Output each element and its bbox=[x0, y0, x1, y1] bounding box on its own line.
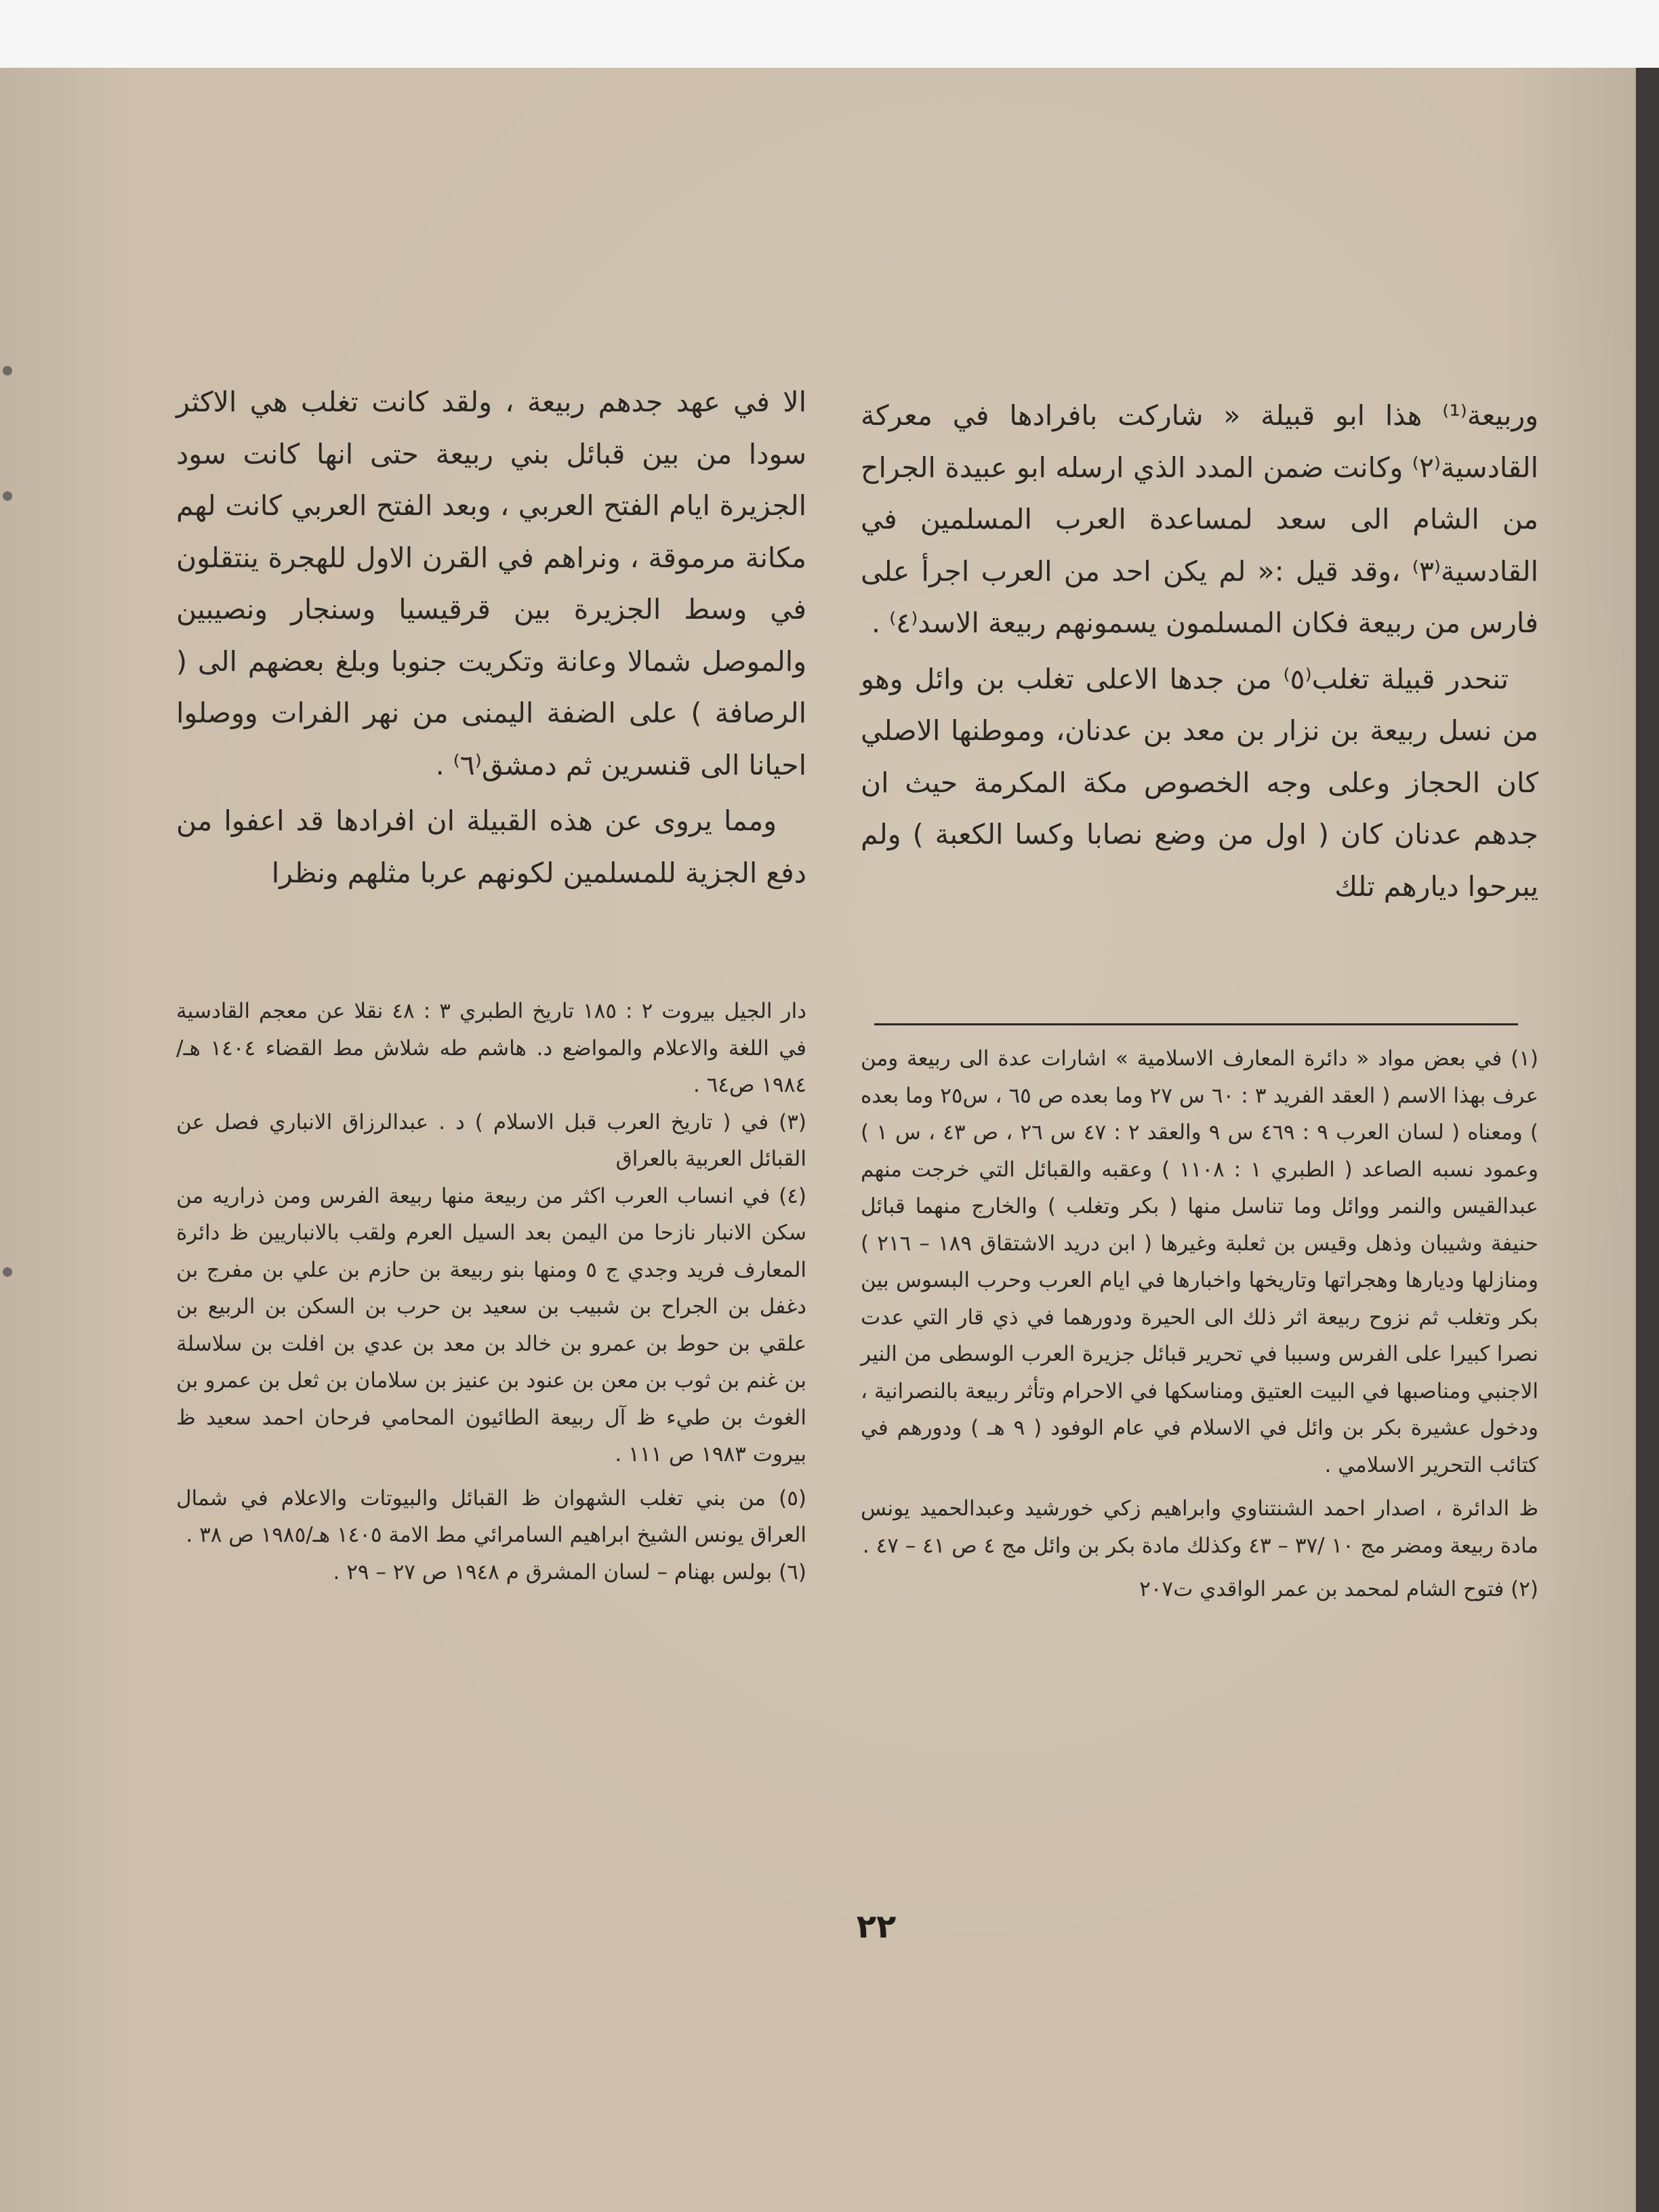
footnote: (٦) بولس بهنام – لسان المشرق م ١٩٤٨ ص ٢٧ – ٢٩ . bbox=[333, 1559, 806, 1584]
scan-top-margin bbox=[0, 0, 1659, 68]
binding-hole bbox=[3, 366, 12, 375]
footnote: دار الجيل بيروت ٢ : ١٨٥ تاريخ الطبري ٣ : ٤٨ نقلا عن معجم القادسية في اللغة والاعلام والمواضع د. هاشم طه شلاش مط القضاء ١٤٠٤ هـ/١٩٨٤ ص٦٤ . bbox=[176, 999, 806, 1097]
footnote: (٢) فتوح الشام لمحمد بن عمر الواقدي ت٢٠٧ bbox=[1139, 1577, 1538, 1601]
binding-hole bbox=[3, 491, 12, 501]
left-column-body bbox=[176, 376, 806, 899]
left-column-footnotes bbox=[176, 993, 806, 1591]
footnote: (٤) في انساب العرب اكثر من ربيعة منها ربيعة الفرس ومن ذراريه من سكن الانبار نازحا من اليمن بعد السيل العرم ولقب بالانباريين ظ دائرة المعارف فريد وجدي ج ٥ ومنها بنو ربيعة بن حازم بن علي بن مفرج بن دغفل بن الجراح بن شبيب بن سعيد بن حرب بن السكن بن الربيع بن علقي بن حوط بن عمرو بن خالد بن معد بن عدي بن افلت بن سلاسلة بن غنم بن ثوب بن معن بن عنود بن عنيز بن سلامان بن ثعل بن عمرو بن الغوث بن طيء ظ آل ربيعة الطائيون المحامي فرحان احمد سعيد ظ بيروت ١٩٨٣ ص ١١١ . bbox=[176, 1183, 807, 1467]
footnote: (١) في بعض مواد « دائرة المعارف الاسلامية » اشارات عدة الى ربيعة ومن عرف بهذا الاسم ( العقد الفريد ٣ : ٦٠ س ٢٧ وما بعده ص ٦٥ ، س٢٥ وما بعده ) ومعناه ( لسان العرب ٩ : ٤٦٩ س ٩ والعقد ٢ : ٤٧ س ٢٦ ، ص ٤٣ ، س ١ ) وعمود نسبه الصاعد ( الطبري ١ : ١١٠٨ ) وعقبه والقبائل التي خرجت منهم عبدالقيس والنمر ووائل وما تناسل منها ( بكر وتغلب ) والخارج منهما قبائل حنيفة وشيبان وذهل وقيس بن ثعلبة وغيرها ( ابن دريد الاشتقاق ١٨٩ – ٢١٦ ) ومنازلها وديارها وهجراتها وتاريخها واخبارها في ايام العرب وحرب البسوس بين بكر وتغلب ثم نزوح ربيعة اثر ذلك الى الحيرة ودورهما في ذي قار التي عدت نصرا كبيرا على الفرس وسببا في تحرير قبائل جزيرة العرب الوسطى من النير الاجنبي ومناصبها في البيت العتيق ومناسكها في الاحرام وتأثر ربيعة بالنصرانية ، ودخول عشيرة بكر بن وائل في الاسلام في عام الوفود ( ٩ هـ ) ودورهم في كتائب التحرير الاسلامي . bbox=[861, 1046, 1539, 1477]
right-column-body bbox=[861, 390, 1538, 912]
body-paragraph: تنحدر قبيلة تغلب⁽٥⁾ من جدها الاعلى تغلب بن وائل وهو من نسل ربيعة بن نزار بن معد بن عدنان، وموطنها الاصلي كان الحجاز وعلى وجه الخصوص مكة المكرمة حيث ان جدهم عدنان كان ( اول من وضع نصابا وكسا الكعبة ) ولم يبرحوا ديارهم تلك bbox=[861, 662, 1538, 903]
body-paragraph: وربيعة⁽¹⁾ هذا ابو قبيلة « شاركت بافرادها في معركة القادسية⁽٢⁾ وكانت ضمن المدد الذي ارسله ابو عبيدة الجراح من الشام الى سعد لمساعدة العرب المسلمين في القادسية⁽٣⁾ ،وقد قيل :« لم يكن احد من العرب اجرأ على فارس من ربيعة فكان المسلمون يسمونهم ربيعة الاسد⁽٤⁾ . bbox=[861, 399, 1538, 639]
footnote: (٥) من بني تغلب الشهوان ظ القبائل والبيوتات والاعلام في شمال العراق يونس الشيخ ابراهيم السامرائي مط الامة ١٤٠٥ هـ/١٩٨٥ ص ٣٨ . bbox=[176, 1486, 806, 1547]
footnote: (٣) في ( تاريخ العرب قبل الاسلام ) د . عبدالرزاق الانباري فصل عن القبائل العربية بالعراق bbox=[176, 1109, 806, 1171]
footnote-divider bbox=[874, 1023, 1518, 1025]
body-paragraph: الا في عهد جدهم ربيعة ، ولقد كانت تغلب هي الاكثر سودا من بين قبائل بني ربيعة حتى انها كانت سود الجزيرة ايام الفتح العربي ، وبعد الفتح العربي كانت لهم مكانة مرموقة ، ونراهم في القرن الاول للهجرة ينتقلون في وسط الجزيرة بين قرقيسيا وسنجار ونصيبين والموصل شمالا وعانة وتكريت جنوبا وبلغ بعضهم الى ( الرصافة ) على الضفة اليمنى من نهر الفرات ووصلوا احيانا الى قنسرين ثم دمشق⁽٦⁾ . bbox=[176, 386, 806, 781]
binding-hole bbox=[3, 1267, 12, 1277]
right-column-footnotes bbox=[861, 1040, 1538, 1608]
page-number: ٢٢ bbox=[856, 1908, 897, 1946]
body-paragraph: ومما يروى عن هذه القبيلة ان افرادها قد اعفوا من دفع الجزية للمسلمين لكونهم عربا مثلهم ونظرا bbox=[176, 804, 806, 889]
footnote: ظ الدائرة ، اصدار احمد الشنتناوي وابراهيم زكي خورشيد وعبدالحميد يونس مادة ربيعة ومضر مج ١٠ /٣٧ – ٤٣ وكذلك مادة بكر بن وائل مج ٤ ص ٤١ – ٤٧ . bbox=[861, 1496, 1538, 1558]
